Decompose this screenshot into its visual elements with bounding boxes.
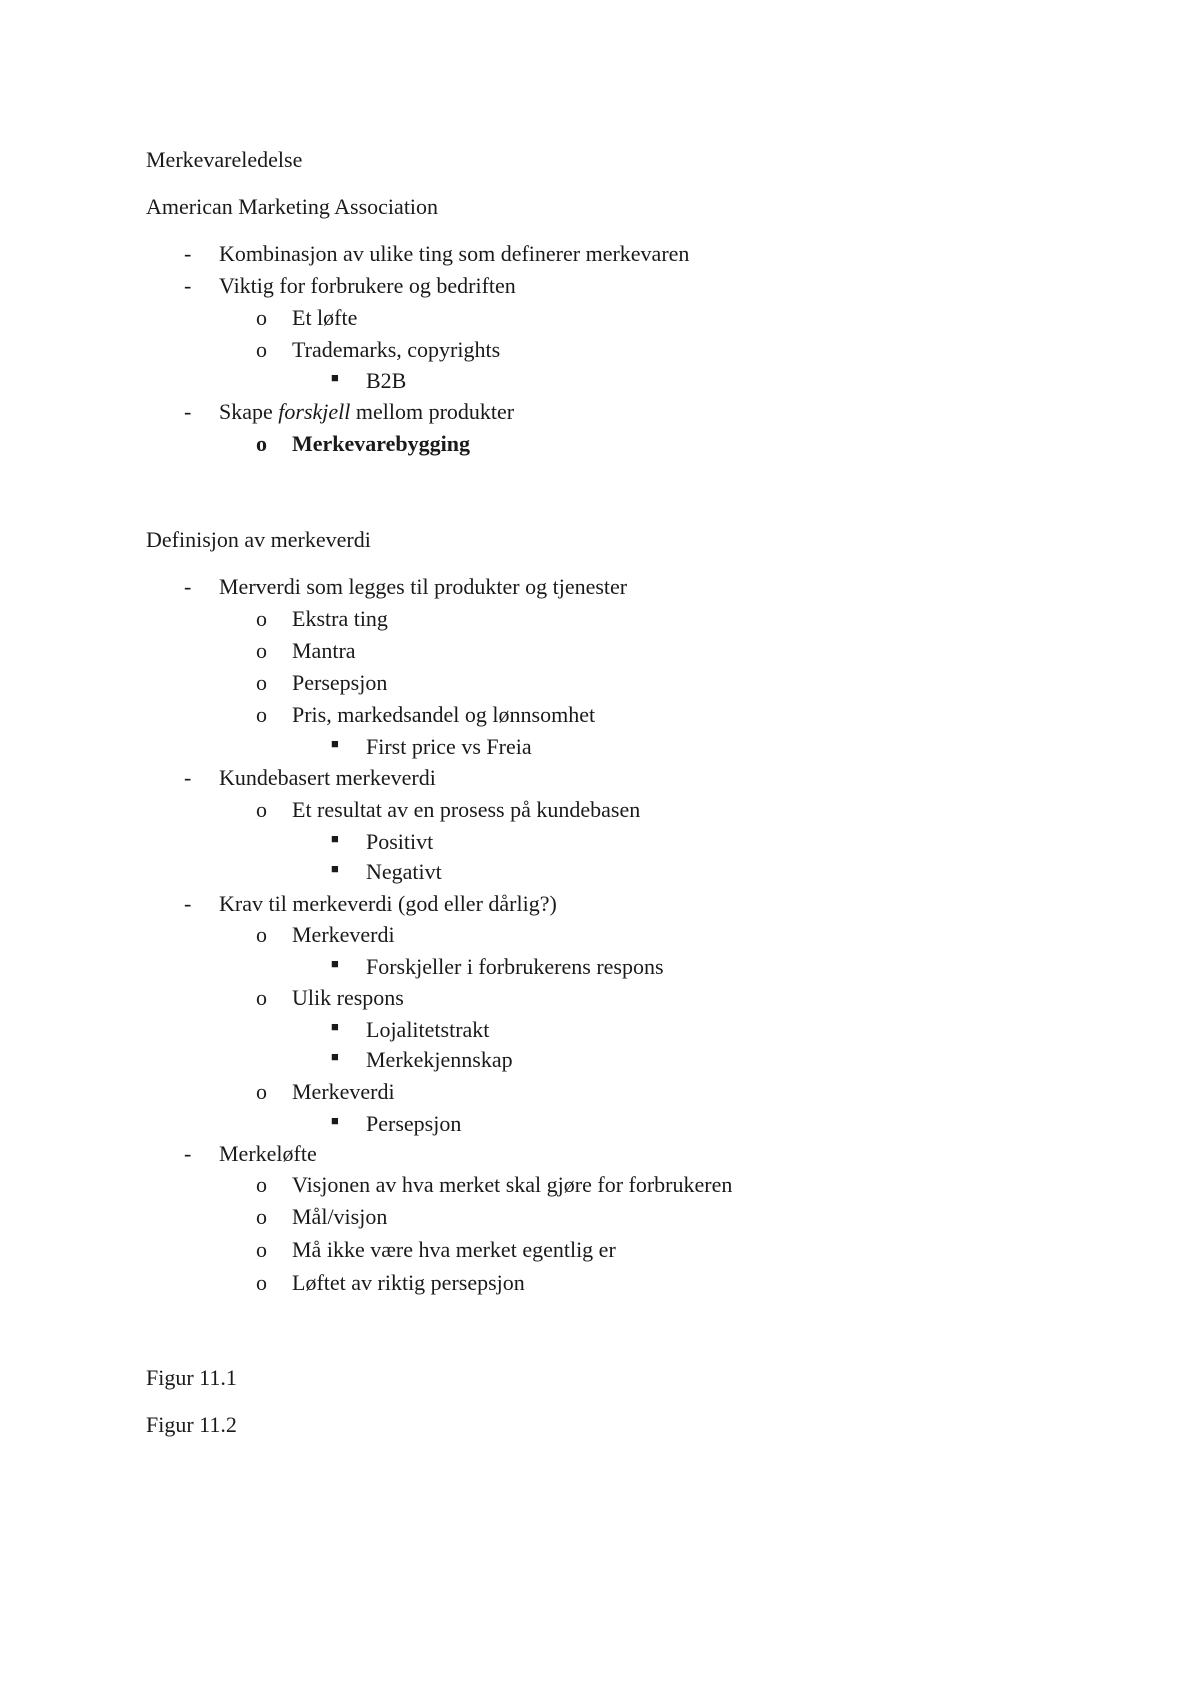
section-heading-merkeverdi: Definisjon av merkeverdi — [146, 527, 371, 552]
list-item-text: B2B — [366, 368, 407, 393]
list-item — [0, 670, 1200, 696]
list-item — [0, 638, 1200, 664]
text-run: mellom produkter — [350, 399, 515, 424]
list-item — [0, 765, 1200, 791]
list-item-text: Et løfte — [292, 305, 358, 330]
circle-bullet-icon: o — [256, 1172, 267, 1197]
list-item-text: Mantra — [292, 638, 356, 663]
list-item-text: Forskjeller i forbrukerens respons — [366, 954, 664, 979]
list-item-text: Ulik respons — [292, 985, 404, 1010]
dash-bullet-icon: - — [184, 1141, 192, 1166]
list-item-text: Merverdi som legges til produkter og tjenester — [219, 574, 628, 599]
circle-bullet-icon: o — [256, 1237, 267, 1262]
circle-bullet-icon: o — [256, 702, 267, 727]
list-item-text: Krav til merkeverdi (god eller dårlig?) — [219, 891, 557, 916]
square-bullet-icon: ■ — [331, 1049, 339, 1064]
dash-bullet-icon: - — [184, 273, 192, 298]
list-item — [0, 431, 1200, 457]
square-bullet-icon: ■ — [331, 736, 339, 751]
list-item-text: First price vs Freia — [366, 734, 532, 759]
list-item — [0, 273, 1200, 299]
circle-bullet-icon: o — [256, 638, 267, 663]
list-item — [0, 1047, 1200, 1073]
square-bullet-icon: ■ — [331, 1113, 339, 1128]
circle-bullet-icon: o — [256, 606, 267, 631]
figure-reference: Figur 11.1 — [146, 1365, 237, 1390]
list-item — [0, 1017, 1200, 1043]
list-item-text: Merkeløfte — [219, 1141, 317, 1166]
list-item — [0, 241, 1200, 267]
list-item-text: Persepsjon — [292, 670, 388, 695]
list-item-text: Må ikke være hva merket egentlig er — [292, 1237, 616, 1262]
section-heading-ama: American Marketing Association — [146, 194, 439, 219]
list-item — [0, 1237, 1200, 1263]
list-item — [0, 606, 1200, 632]
list-item-text: Ekstra ting — [292, 606, 388, 631]
dash-bullet-icon: - — [184, 241, 192, 266]
list-item-text: Viktig for forbrukere og bedriften — [219, 273, 516, 298]
list-item-text: Trademarks, copyrights — [292, 337, 501, 362]
list-item-text: Mål/visjon — [292, 1204, 388, 1229]
list-item-text: Et resultat av en prosess på kundebasen — [292, 797, 641, 822]
list-item-text: Merkeverdi — [292, 1079, 395, 1104]
square-bullet-icon: ■ — [331, 956, 339, 971]
list-item — [0, 1111, 1200, 1137]
list-item-text: Merkeverdi — [292, 922, 395, 947]
list-item — [0, 734, 1200, 760]
square-bullet-icon: ■ — [331, 861, 339, 876]
list-item — [0, 1141, 1200, 1167]
circle-bullet-icon: o — [256, 1079, 267, 1104]
circle-bullet-icon: o — [256, 305, 267, 330]
list-item — [0, 1204, 1200, 1230]
list-item — [0, 829, 1200, 855]
list-item — [0, 305, 1200, 331]
circle-bullet-icon: o — [256, 985, 267, 1010]
list-item-text: Persepsjon — [366, 1111, 462, 1136]
dash-bullet-icon: - — [184, 891, 192, 916]
circle-bullet-icon: o — [256, 922, 267, 947]
list-item — [0, 574, 1200, 600]
list-item-text: Positivt — [366, 829, 434, 854]
list-item-text: Pris, markedsandel og lønnsomhet — [292, 702, 596, 727]
list-item-text: Visjonen av hva merket skal gjøre for forbrukeren — [292, 1172, 733, 1197]
list-item — [0, 702, 1200, 728]
square-bullet-icon: ■ — [331, 1019, 339, 1034]
figure-reference: Figur 11.2 — [146, 1412, 237, 1437]
list-item-text: Kundebasert merkeverdi — [219, 765, 436, 790]
square-bullet-icon: ■ — [331, 370, 339, 385]
square-bullet-icon: ■ — [331, 831, 339, 846]
list-item — [0, 954, 1200, 980]
list-item-text — [219, 399, 514, 425]
dash-bullet-icon: - — [184, 399, 192, 424]
emphasis-text: forskjell — [278, 399, 351, 424]
list-item — [0, 368, 1200, 394]
list-item — [0, 891, 1200, 917]
circle-bullet-icon: o — [256, 431, 267, 456]
dash-bullet-icon: - — [184, 765, 192, 790]
circle-bullet-icon: o — [256, 1204, 267, 1229]
document-title: Merkevareledelse — [146, 147, 303, 172]
circle-bullet-icon: o — [256, 797, 267, 822]
circle-bullet-icon: o — [256, 1270, 267, 1295]
dash-bullet-icon: - — [184, 574, 192, 599]
list-item — [0, 1079, 1200, 1105]
list-item — [0, 859, 1200, 885]
list-item — [0, 337, 1200, 363]
list-item-text: Negativt — [366, 859, 442, 884]
list-item — [0, 922, 1200, 948]
list-item — [0, 797, 1200, 823]
list-item-text: Løftet av riktig persepsjon — [292, 1270, 525, 1295]
list-item-text: Kombinasjon av ulike ting som definerer merkevaren — [219, 241, 690, 266]
list-item — [0, 399, 1200, 425]
list-item-text: Merkekjennskap — [366, 1047, 513, 1072]
list-item — [0, 1270, 1200, 1296]
circle-bullet-icon: o — [256, 337, 267, 362]
list-item — [0, 985, 1200, 1011]
text-run: Skape — [219, 399, 279, 424]
list-item-text: Merkevarebygging — [292, 431, 471, 456]
circle-bullet-icon: o — [256, 670, 267, 695]
list-item-text: Lojalitetstrakt — [366, 1017, 490, 1042]
list-item — [0, 1172, 1200, 1198]
